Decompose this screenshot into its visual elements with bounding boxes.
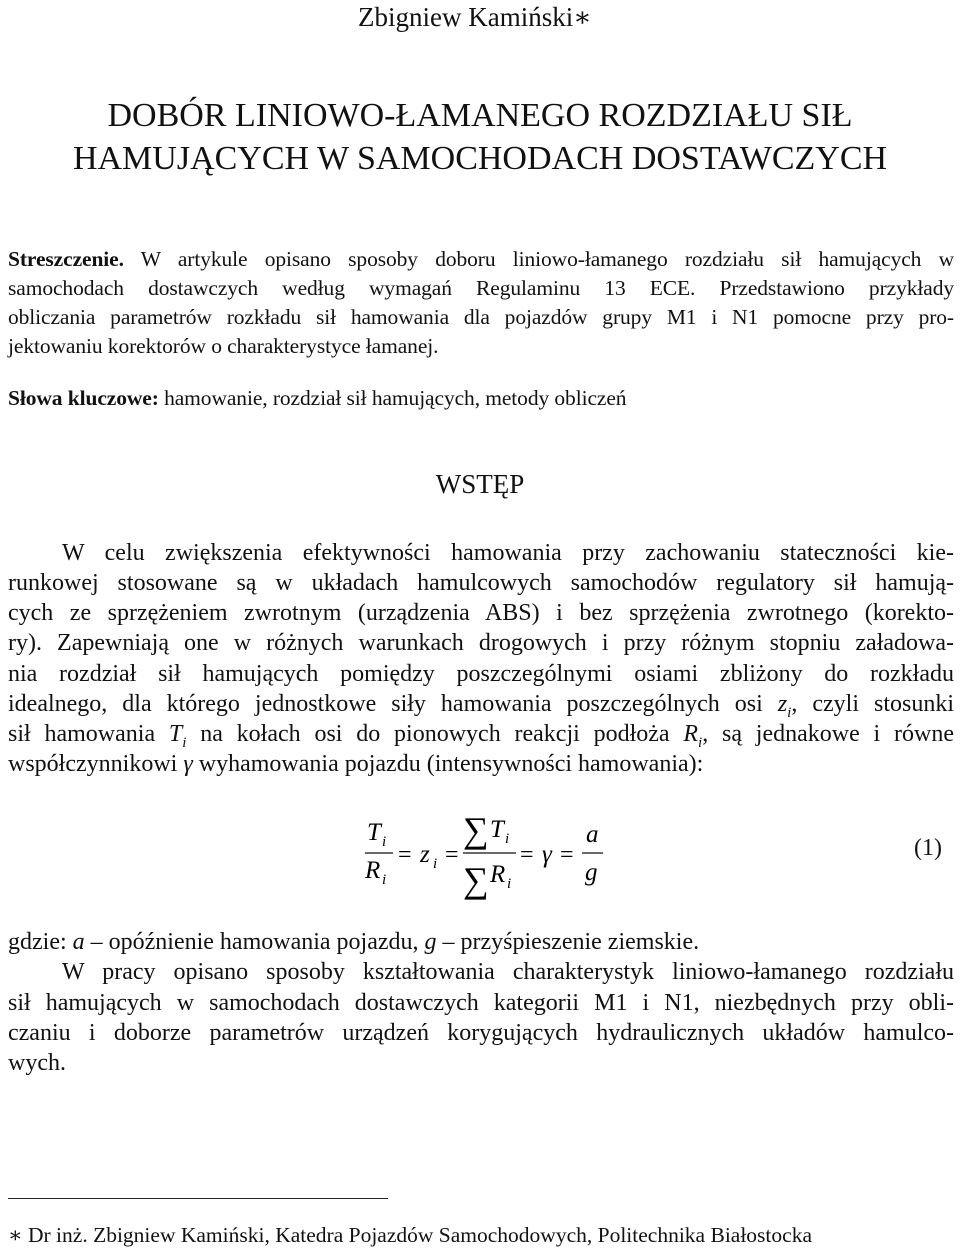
section-heading: WSTĘP: [435, 469, 525, 499]
formula-i-sub: i: [382, 872, 387, 888]
where-a2: – opóźnienie hamowania pojazdu,: [84, 929, 425, 955]
intro-line-8-b: wyhamowania pojazdu (intensywności hamowania):: [192, 751, 704, 777]
para2-line-4: wych.: [8, 1050, 66, 1076]
footnote-mark: ∗: [8, 1223, 23, 1247]
keywords-text: hamowanie, rozdział sił hamujących, metody obliczeń: [158, 386, 627, 410]
formula-eq-2: =: [445, 842, 459, 868]
formula-i-sub: i: [507, 876, 512, 892]
formula-eq-1: =: [398, 842, 412, 868]
formula-gamma: γ: [542, 841, 552, 868]
intro-line-7-c: , są jednakowe i równe: [702, 721, 955, 747]
para2-line-3: czaniu i doborze parametrów urządzeń korygujących hydraulicznych układów hamulco-: [8, 1020, 954, 1046]
var-R: R: [683, 721, 699, 747]
formula-1: [360, 808, 620, 900]
where-line: [8, 927, 699, 958]
sub-i: i: [182, 734, 187, 751]
formula-i-sub: i: [382, 834, 387, 850]
intro-line-7-b: na kołach osi do pionowych reakcji podłoża: [186, 721, 684, 747]
article-title-line-1: DOBÓR LINIOWO-ŁAMANEGO ROZDZIAŁU SIŁ: [107, 97, 853, 134]
formula-T-sum: T: [490, 816, 504, 843]
formula-T-num: T: [367, 819, 381, 846]
keywords: [8, 384, 626, 413]
formula-svg: [360, 808, 620, 900]
author-footnote-mark: ∗: [573, 2, 592, 32]
footnote: [8, 1222, 812, 1248]
formula-R-den: R: [365, 857, 381, 884]
intro-line-8: [8, 749, 703, 780]
sub-i: i: [787, 704, 792, 721]
intro-line-6-a: idealnego, dla którego jednostkowe siły hamowania poszczególnych osi: [8, 691, 778, 717]
formula-R-sum: R: [490, 861, 506, 888]
sum-icon: ∑: [463, 810, 489, 850]
intro-line-4: ry). Zapewniają one w różnych warunkach drogowych i przy różnym stopniu załadowa-: [8, 630, 954, 656]
where-a3: – przyśpieszenie ziemskie.: [436, 929, 700, 955]
abstract-line-1-text: W artykule opisano sposoby doboru liniowo-łamanego rozdziału sił hamujących w: [123, 247, 954, 271]
intro-line-7-a: sił hamowania: [8, 721, 169, 747]
sub-i: i: [698, 734, 703, 751]
author-name-text: Zbigniew Kamiński: [358, 2, 574, 32]
formula-g: g: [585, 859, 598, 886]
formula-i-sub: i: [433, 856, 438, 872]
author-name: [358, 0, 592, 34]
abstract-line-4: jektowaniu korektorów o charakterystyce łamanej.: [8, 334, 439, 358]
intro-line-2: runkowej stosowane są w układach hamulcowych samochodów regulatory sił hamują-: [8, 570, 954, 596]
formula-i-sub: i: [505, 831, 510, 847]
footnote-text: Dr inż. Zbigniew Kamiński, Katedra Pojazdów Samochodowych, Politechnika Białostocka: [22, 1223, 812, 1247]
formula-eq-3: =: [520, 842, 534, 868]
var-z: z: [777, 691, 788, 717]
keywords-label: Słowa kluczowe:: [8, 386, 159, 410]
abstract-line-3: obliczania parametrów rozkładu sił hamowania dla pojazdów grupy M1 i N1 pomocne przy pro-: [8, 305, 954, 329]
var-g: g: [424, 929, 437, 955]
where-a1: gdzie:: [8, 929, 73, 955]
formula-eq-4: =: [560, 842, 574, 868]
intro-line-8-a: współczynnikowi: [8, 751, 184, 777]
formula-a: a: [586, 821, 599, 848]
sum-icon: ∑: [463, 860, 489, 900]
equation-number: (1): [914, 835, 942, 861]
var-T: T: [168, 721, 183, 747]
footnote-divider: [8, 1198, 388, 1199]
intro-line-1: W celu zwiększenia efektywności hamowania przy zachowaniu stateczności kie-: [62, 540, 954, 566]
para2-line-2: sił hamujących w samochodach dostawczych kategorii M1 i N1, niezbędnych przy obli-: [8, 990, 954, 1016]
abstract-label: Streszczenie.: [8, 247, 124, 271]
intro-line-5: nia rozdział sił hamujących pomiędzy poszczególnymi osiami zbliżony do rozkładu: [8, 661, 954, 687]
var-gamma: γ: [183, 751, 193, 777]
article-title-line-2: HAMUJĄCYCH W SAMOCHODACH DOSTAWCZYCH: [72, 140, 888, 177]
formula-z: z: [420, 841, 430, 868]
abstract-line-2: samochodach dostawczych według wymagań Regulaminu 13 ECE. Przedstawiono przykłady: [8, 276, 954, 300]
abstract-line-1: [8, 245, 954, 274]
var-a: a: [72, 929, 85, 955]
intro-line-3: cych ze sprzężeniem zwrotnym (urządzenia ABS) i bez sprzężenia zwrotnego (korekto-: [8, 600, 954, 626]
intro-line-6-b: , czyli stosunki: [791, 691, 954, 717]
para2-line-1: W pracy opisano sposoby kształtowania charakterystyk liniowo-łamanego rozdziału: [62, 959, 954, 985]
